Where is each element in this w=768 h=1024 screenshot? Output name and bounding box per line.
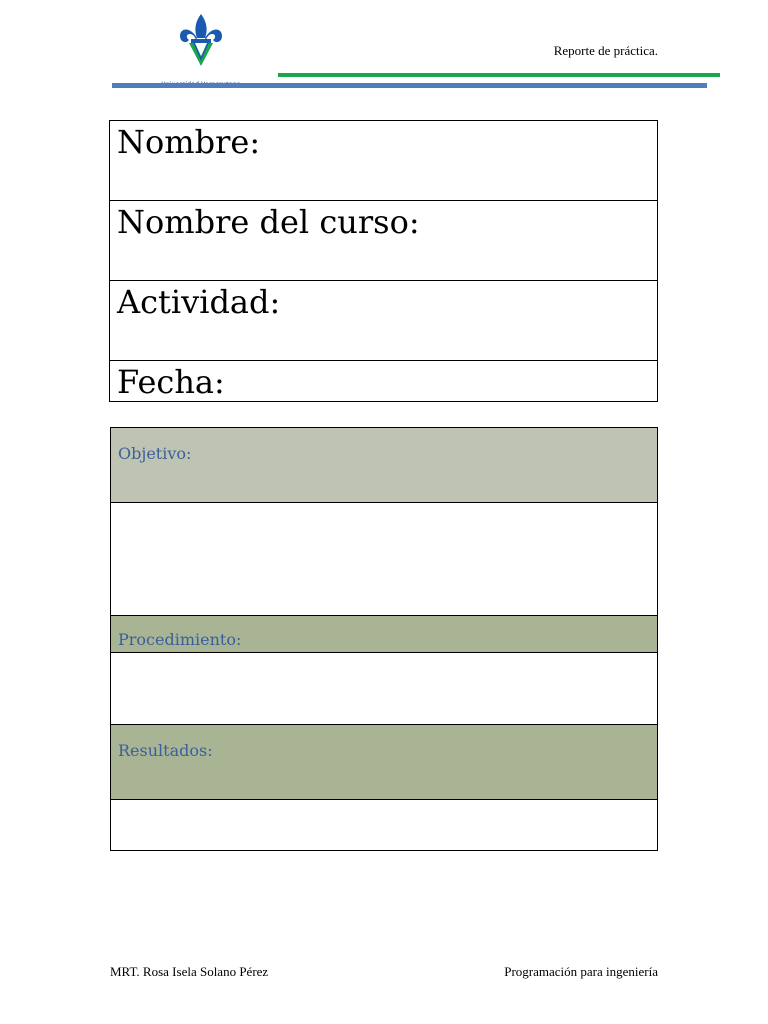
info-table [109, 120, 658, 402]
actividad-field[interactable]: Actividad: [110, 281, 658, 361]
curso-field[interactable]: Nombre del curso: [110, 201, 658, 281]
header-title: Reporte de práctica. [553, 43, 658, 58]
procedimiento-content[interactable] [111, 653, 658, 725]
fecha-field[interactable]: Fecha: [110, 361, 658, 402]
resultados-body-row [111, 800, 658, 851]
objetivo-content[interactable] [111, 503, 658, 616]
header-green-rule [278, 73, 720, 77]
nombre-field[interactable]: Nombre: [110, 121, 658, 201]
objetivo-header-row [111, 428, 658, 503]
fleur-de-lis-icon [178, 12, 224, 68]
nombre-row [110, 121, 658, 201]
objetivo-label: Objetivo: [111, 428, 658, 503]
university-logo [158, 12, 244, 80]
actividad-row [110, 281, 658, 361]
resultados-label: Resultados: [111, 725, 658, 800]
fecha-row [110, 361, 658, 402]
header-blue-rule [112, 83, 707, 88]
procedimiento-body-row [111, 653, 658, 725]
footer-course: Programación para ingeniería [504, 964, 658, 979]
objetivo-body-row [111, 503, 658, 616]
curso-row [110, 201, 658, 281]
report-table [110, 427, 658, 851]
resultados-content[interactable] [111, 800, 658, 851]
footer-author: MRT. Rosa Isela Solano Pérez [110, 964, 269, 979]
procedimiento-label: Procedimiento: [111, 616, 658, 653]
procedimiento-header-row [111, 616, 658, 653]
resultados-header-row [111, 725, 658, 800]
